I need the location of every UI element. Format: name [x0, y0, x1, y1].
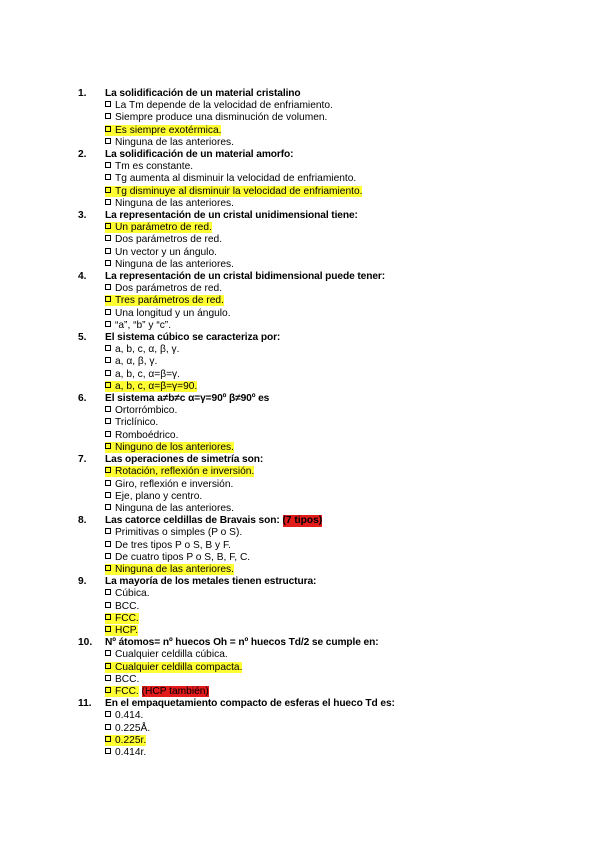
- answer-text: Dos parámetros de red.: [115, 234, 223, 246]
- answer-option: [105, 112, 538, 124]
- checkbox-icon: [105, 480, 111, 486]
- question-text: En el empaquetamiento compacto de esferas el hueco Td es:: [105, 698, 395, 710]
- answer-text: 0.225Å.: [115, 722, 151, 734]
- highlighted-answer: [105, 613, 139, 624]
- answer-text: Ninguna de las anteriores.: [115, 136, 234, 148]
- answer-text: BCC.: [115, 673, 140, 685]
- question-number: 4.: [78, 271, 87, 283]
- question-number: 6.: [78, 393, 87, 405]
- answer-text: BCC.: [115, 600, 140, 612]
- answer-text: Ninguno de los anteriores.: [115, 441, 234, 453]
- question-heading: [78, 454, 538, 466]
- checkbox-icon: [105, 467, 111, 473]
- question-annotation: (7 tipos): [282, 515, 323, 527]
- answer-content: [105, 674, 139, 685]
- answer-text: Un parámetro de red.: [115, 222, 212, 234]
- highlighted-answer: [105, 686, 139, 697]
- checkbox-icon: [105, 748, 111, 754]
- highlighted-answer: [105, 442, 234, 453]
- answer-option: [105, 479, 538, 491]
- checkbox-icon: [105, 663, 111, 669]
- question-heading: [78, 393, 538, 405]
- highlighted-answer: [105, 735, 146, 746]
- checkbox-icon: [105, 199, 111, 205]
- checkbox-icon: [105, 113, 111, 119]
- question-text: Nº átomos= nº huecos Oh = nº huecos Td/2 se cumple en:: [105, 637, 379, 649]
- checkbox-icon: [105, 565, 111, 571]
- answer-text: FCC.: [115, 612, 139, 624]
- answer-text: Tg aumenta al disminuir la velocidad de enfriamiento.: [115, 173, 357, 185]
- answer-text: Tg disminuye al disminuir la velocidad de enfriamiento.: [115, 185, 363, 197]
- answer-text: HCP.: [115, 624, 139, 636]
- answer-option: [105, 295, 538, 307]
- question-number: 11.: [78, 698, 92, 710]
- checkbox-icon: [105, 711, 111, 717]
- answer-option: [105, 442, 538, 454]
- question-block: [78, 393, 538, 454]
- checkbox-icon: [105, 675, 111, 681]
- answer-option: [105, 552, 538, 564]
- answer-text: De tres tipos P o S, B y F.: [115, 539, 231, 551]
- answer-option: [105, 259, 538, 271]
- question-text: La representación de un cristal bidimensional puede tener:: [105, 271, 386, 283]
- question-block: [78, 698, 538, 759]
- checkbox-icon: [105, 614, 111, 620]
- answer-content: [105, 417, 158, 428]
- answer-content: [105, 405, 177, 416]
- question-heading: [78, 210, 538, 222]
- answer-text: Romboédrico.: [115, 429, 179, 441]
- answer-content: [105, 649, 228, 660]
- answer-option: [105, 723, 538, 735]
- answer-option: [105, 137, 538, 149]
- question-block: [78, 332, 538, 393]
- checkbox-icon: [105, 443, 111, 449]
- checkbox-icon: [105, 357, 111, 363]
- highlighted-answer: [105, 125, 221, 136]
- answer-text: Dos parámetros de red.: [115, 283, 223, 295]
- answer-option: [105, 344, 538, 356]
- checkbox-icon: [105, 650, 111, 656]
- checkbox-icon: [105, 687, 111, 693]
- question-heading: [78, 88, 538, 100]
- answer-content: [105, 112, 327, 123]
- answer-option: [105, 613, 538, 625]
- answer-content: [105, 259, 234, 270]
- answer-text: Ortorrómbico.: [115, 405, 178, 417]
- answer-text: Cualquier celdilla compacta.: [115, 661, 243, 673]
- answer-text: La Tm depende de la velocidad de enfriamiento.: [115, 100, 333, 112]
- answer-option: [105, 649, 538, 661]
- question-text: La solidificación de un material amorfo:: [105, 149, 294, 161]
- answer-option: [105, 100, 538, 112]
- answer-text: Ninguna de las anteriores.: [115, 563, 234, 575]
- answer-text: 0.414r.: [115, 746, 147, 758]
- answer-option: [105, 625, 538, 637]
- answer-option: [105, 247, 538, 259]
- answer-content: [105, 137, 234, 148]
- answer-option: [105, 222, 538, 234]
- checkbox-icon: [105, 223, 111, 229]
- answer-content: [105, 320, 171, 331]
- answer-text: Un vector y un ángulo.: [115, 246, 217, 258]
- answer-text: Triclínico.: [115, 417, 159, 429]
- answer-text: De cuatro tipos P o S, B, F, C.: [115, 551, 251, 563]
- checkbox-icon: [105, 101, 111, 107]
- answer-content: [105, 503, 234, 514]
- answer-content: [105, 198, 234, 209]
- answer-option: [105, 430, 538, 442]
- checkbox-icon: [105, 589, 111, 595]
- answer-content: [105, 356, 157, 367]
- question-block: [78, 271, 538, 332]
- checkbox-icon: [105, 248, 111, 254]
- checkbox-icon: [105, 492, 111, 498]
- answer-option: [105, 491, 538, 503]
- checkbox-icon: [105, 235, 111, 241]
- checkbox-icon: [105, 345, 111, 351]
- answer-text: “a”, “b” y “c”.: [115, 319, 172, 331]
- question-number: 2.: [78, 149, 87, 161]
- answer-text: Ninguna de las anteriores.: [115, 502, 234, 514]
- answer-content: [105, 527, 242, 538]
- question-heading: [78, 332, 538, 344]
- answer-text: Eje, plano y centro.: [115, 490, 203, 502]
- answer-content: [105, 540, 231, 551]
- question-text: La representación de un cristal unidimensional tiene:: [105, 210, 358, 222]
- answer-text: Ninguna de las anteriores.: [115, 258, 234, 270]
- checkbox-icon: [105, 541, 111, 547]
- checkbox-icon: [105, 370, 111, 376]
- question-number: 1.: [78, 88, 87, 99]
- answer-option: [105, 283, 538, 295]
- answer-content: [105, 723, 150, 734]
- checkbox-icon: [105, 138, 111, 144]
- question-heading: [78, 637, 538, 649]
- question-number: 9.: [78, 576, 87, 588]
- highlighted-answer: [105, 186, 362, 197]
- checkbox-icon: [105, 309, 111, 315]
- question-text: Las catorce celdillas de Bravais son:: [105, 515, 280, 527]
- checkbox-icon: [105, 321, 111, 327]
- answer-content: [105, 234, 222, 245]
- answer-text: a, b, c, α=β=γ=90.: [115, 380, 198, 392]
- checkbox-icon: [105, 296, 111, 302]
- answer-text: Tres parámetros de red.: [115, 295, 224, 307]
- checkbox-icon: [105, 187, 111, 193]
- answer-content: [105, 100, 333, 111]
- answer-text: a, b, c, α=β=γ.: [115, 368, 180, 380]
- answer-text: Ninguna de las anteriores.: [115, 197, 234, 209]
- answer-option: [105, 381, 538, 393]
- answer-text: Giro, reflexión e inversión.: [115, 478, 234, 490]
- question-number: 5.: [78, 332, 87, 344]
- highlighted-answer: [105, 295, 224, 306]
- question-block: [78, 454, 538, 515]
- highlighted-answer: [105, 564, 234, 575]
- question-heading: [78, 515, 538, 527]
- answer-text: 0.414.: [115, 710, 144, 722]
- question-block: [78, 637, 538, 698]
- answer-text: Cualquier celdilla cúbica.: [115, 649, 228, 661]
- answer-content: [105, 430, 178, 441]
- answer-text: Es siempre exotérmica.: [115, 124, 222, 136]
- answer-option: [105, 320, 538, 332]
- answer-option: [105, 503, 538, 515]
- answer-text: Cúbica.: [115, 588, 150, 600]
- answer-option: [105, 588, 538, 600]
- answer-option: [105, 747, 538, 759]
- checkbox-icon: [105, 260, 111, 266]
- question-block: [78, 210, 538, 271]
- checkbox-icon: [105, 126, 111, 132]
- answer-content: [105, 173, 356, 184]
- question-block: [78, 515, 538, 576]
- answer-option: [105, 173, 538, 185]
- answer-option: [105, 405, 538, 417]
- checkbox-icon: [105, 418, 111, 424]
- checkbox-icon: [105, 162, 111, 168]
- answer-content: [105, 344, 179, 355]
- question-heading: [78, 698, 538, 710]
- question-heading: [78, 271, 538, 283]
- answer-option: [105, 417, 538, 429]
- answer-content: [105, 369, 180, 380]
- answer-text: FCC.: [115, 685, 139, 697]
- answer-option: [105, 308, 538, 320]
- answer-option: [105, 527, 538, 539]
- answer-option: [105, 198, 538, 210]
- answer-option: [105, 186, 538, 198]
- question-text: La mayoría de los metales tienen estructura:: [105, 576, 317, 588]
- answer-option: [105, 234, 538, 246]
- checkbox-icon: [105, 284, 111, 290]
- answer-option: [105, 686, 538, 698]
- answer-text: Primitivas o simples (P o S).: [115, 527, 243, 539]
- quiz-list: [78, 88, 538, 759]
- answer-text: a, b, c, α, β, γ.: [115, 344, 180, 356]
- question-heading: [78, 149, 538, 161]
- highlighted-answer: [105, 662, 242, 673]
- checkbox-icon: [105, 382, 111, 388]
- question-number: 3.: [78, 210, 87, 222]
- answer-content: [105, 710, 143, 721]
- answer-content: [105, 283, 222, 294]
- question-text: La solidificación de un material cristalino: [105, 88, 301, 99]
- answer-option: [105, 540, 538, 552]
- answer-content: [105, 247, 217, 258]
- answer-option: [105, 601, 538, 613]
- answer-content: [105, 161, 193, 172]
- question-block: [78, 88, 538, 149]
- highlighted-answer: [105, 222, 212, 233]
- answer-text: 0.225r.: [115, 734, 147, 746]
- answer-content: [105, 588, 150, 599]
- answer-option: [105, 161, 538, 173]
- question-number: 7.: [78, 454, 87, 466]
- question-text: Las operaciones de simetría son:: [105, 454, 264, 466]
- checkbox-icon: [105, 724, 111, 730]
- checkbox-icon: [105, 528, 111, 534]
- highlighted-answer: [105, 625, 138, 636]
- answer-annotation: (HCP también): [141, 685, 209, 697]
- checkbox-icon: [105, 626, 111, 632]
- question-number: 10.: [78, 637, 93, 649]
- checkbox-icon: [105, 174, 111, 180]
- answer-option: [105, 125, 538, 137]
- highlighted-answer: [105, 466, 254, 477]
- highlighted-answer: [105, 381, 197, 392]
- answer-content: [105, 479, 233, 490]
- answer-option: [105, 674, 538, 686]
- checkbox-icon: [105, 553, 111, 559]
- question-block: [78, 149, 538, 210]
- question-number: 8.: [78, 515, 87, 527]
- answer-option: [105, 356, 538, 368]
- answer-option: [105, 466, 538, 478]
- question-heading: [78, 576, 538, 588]
- answer-option: [105, 369, 538, 381]
- answer-option: [105, 735, 538, 747]
- answer-option: [105, 662, 538, 674]
- answer-text: Tm es constante.: [115, 161, 194, 173]
- checkbox-icon: [105, 504, 111, 510]
- answer-text: Rotación, reflexión e inversión.: [115, 466, 255, 478]
- answer-content: [105, 747, 146, 758]
- answer-text: a, α, β, γ.: [115, 356, 158, 368]
- checkbox-icon: [105, 431, 111, 437]
- answer-content: [105, 601, 139, 612]
- answer-option: [105, 710, 538, 722]
- question-block: [78, 576, 538, 637]
- question-text: El sistema cúbico se caracteriza por:: [105, 332, 281, 344]
- checkbox-icon: [105, 406, 111, 412]
- answer-content: [105, 491, 202, 502]
- answer-text: Una longitud y un ángulo.: [115, 307, 231, 319]
- answer-option: [105, 564, 538, 576]
- answer-content: [105, 308, 231, 319]
- question-text: El sistema a≠b≠c α=γ=90º β≠90º es: [105, 393, 270, 405]
- checkbox-icon: [105, 736, 111, 742]
- answer-content: [105, 552, 250, 563]
- answer-text: Siempre produce una disminución de volumen.: [115, 112, 328, 124]
- checkbox-icon: [105, 602, 111, 608]
